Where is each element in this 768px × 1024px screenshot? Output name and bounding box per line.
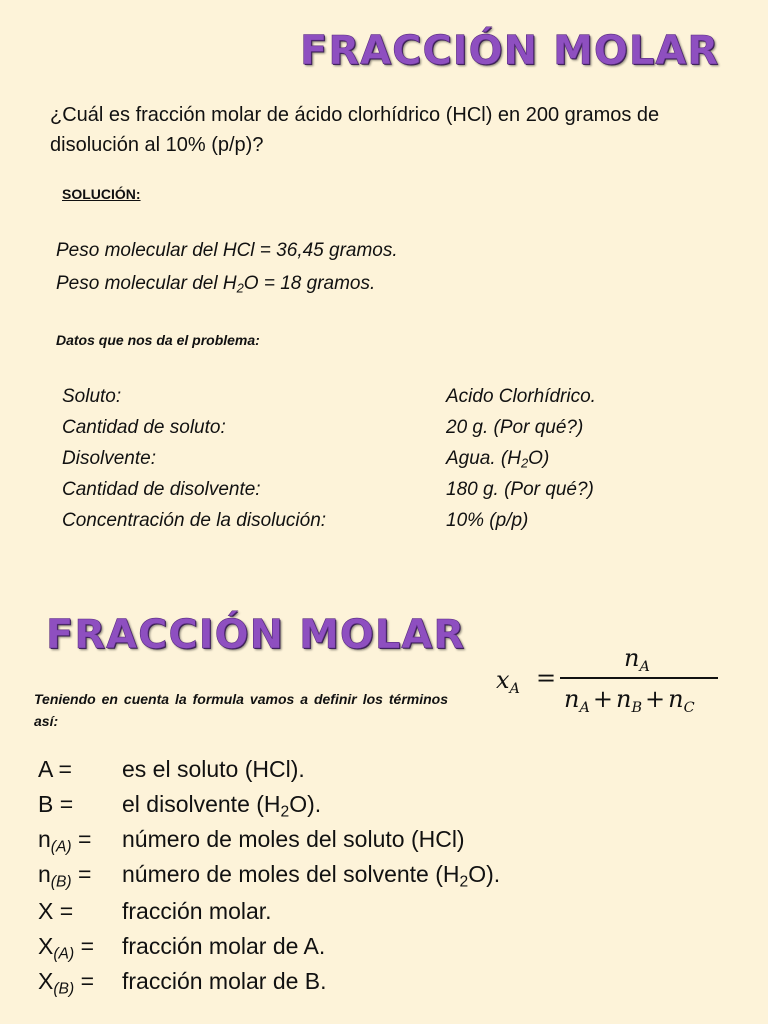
formula-equals: =	[536, 664, 557, 692]
data-key: Soluto:	[62, 386, 122, 407]
data-row-solvent-amount	[62, 479, 702, 509]
definition-xb	[38, 968, 738, 1004]
h2o-weight-sub: 2	[236, 280, 244, 296]
data-value: Acido Clorhídrico.	[446, 386, 596, 407]
definition-text: número de moles del soluto (HCl)	[122, 826, 465, 852]
mole-fraction-formula	[488, 640, 728, 730]
question-text: ¿Cuál es fracción molar de ácido clorhídrico (HCl) en 200 gramos de disolución al 10% (p/p)?	[50, 104, 660, 156]
value-pre: Agua. (H	[446, 448, 521, 469]
data-key: Disolvente:	[62, 448, 156, 469]
data-key: Concentración de la disolución:	[62, 510, 327, 531]
definition-na	[38, 826, 738, 862]
section-title: FRACCIÓN MOLAR	[46, 612, 466, 658]
h2o-weight-post: O = 18 gramos.	[243, 273, 376, 294]
definition-x	[38, 898, 738, 934]
definition-nb	[38, 861, 738, 897]
h2o-molecular-weight	[56, 273, 375, 295]
hcl-molecular-weight: Peso molecular del HCl = 36,45 gramos.	[56, 240, 398, 261]
data-key: Cantidad de soluto:	[62, 417, 226, 438]
data-row-concentration	[62, 510, 702, 540]
data-label: Datos que nos da el problema:	[56, 332, 260, 348]
data-value: 20 g. (Por qué?)	[446, 417, 584, 438]
definition-text: fracción molar.	[122, 898, 272, 924]
definition-text: es el soluto (HCl).	[122, 756, 305, 782]
definition-label: $X_{(A)}$ =	[38, 933, 95, 963]
data-value	[446, 448, 549, 470]
data-row-solute	[62, 386, 702, 416]
formula-lhs: $x_A$	[496, 666, 520, 698]
data-row-solvent	[62, 448, 702, 478]
definition-a	[38, 756, 738, 792]
intro-text: Teniendo en cuenta la formula vamos a definir los términos así:	[34, 691, 448, 729]
definition-xa	[38, 933, 738, 969]
fraction-bar	[560, 677, 718, 679]
data-value: 180 g. (Por qué?)	[446, 479, 594, 500]
definition-label: $n_{(A)}$ =	[38, 826, 92, 856]
formula-numerator: $n_A$	[624, 644, 650, 676]
h2o-weight-pre: Peso molecular del H	[56, 273, 237, 294]
definition-text: el disolvente $(H_2O)$.	[122, 791, 322, 821]
definition-label: A =	[38, 756, 72, 782]
definition-text: número de moles del solvente $(H_2O)$.	[122, 861, 501, 891]
page-title: FRACCIÓN MOLAR	[300, 28, 720, 74]
value-post: O)	[528, 448, 550, 469]
solution-label: SOLUCIÓN:	[62, 186, 141, 202]
formula-denominator: $n_A + n_B + n_C$	[564, 685, 695, 717]
data-value: 10% (p/p)	[446, 510, 529, 531]
definition-b	[38, 791, 738, 827]
data-row-solute-amount	[62, 417, 702, 447]
value-sub: 2	[520, 455, 529, 471]
definition-text: fracción molar de B.	[122, 968, 327, 994]
definition-label: X =	[38, 898, 74, 924]
data-key: Cantidad de disolvente:	[62, 479, 261, 500]
definition-label: B =	[38, 791, 74, 817]
definition-label: $n_{(B)}$ =	[38, 861, 92, 891]
definition-label: $X_{(B)}$ =	[38, 968, 95, 998]
definition-text: fracción molar de A.	[122, 933, 326, 959]
